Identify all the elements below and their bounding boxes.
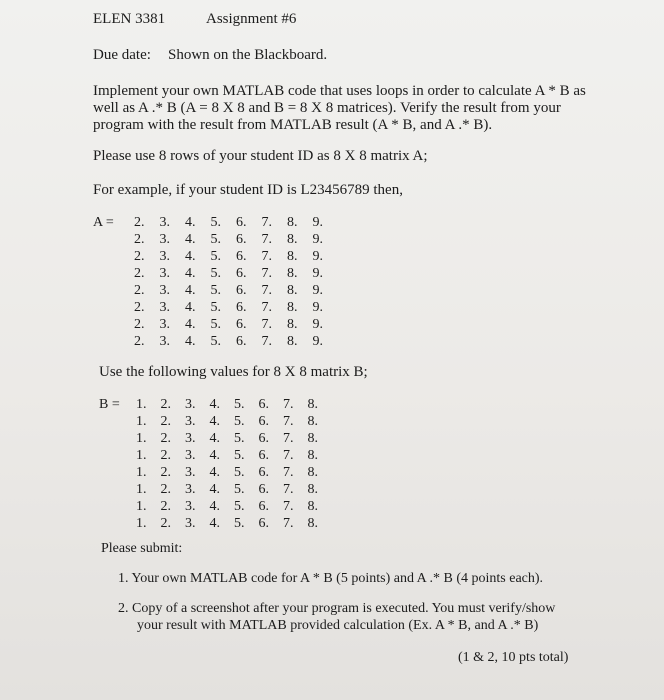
matrix-cell: 3.	[185, 448, 196, 463]
matrix-cell: 9.	[312, 232, 323, 247]
matrix-cell: 6.	[258, 499, 269, 514]
matrix-b	[136, 397, 326, 533]
due-date-value: Shown on the Blackboard.	[168, 47, 328, 63]
matrix-cell: 7.	[261, 266, 272, 281]
matrix-cell: 2.	[134, 300, 145, 315]
matrix-cell: 6.	[236, 283, 247, 298]
matrix-cell: 4.	[185, 215, 196, 230]
matrix-a	[134, 215, 334, 351]
matrix-cell: 3.	[185, 465, 196, 480]
matrix-cell: 8.	[287, 334, 298, 349]
matrix-cell: 3.	[185, 414, 196, 429]
matrix-cell: 8.	[307, 431, 318, 446]
matrix-cell: 1.	[136, 482, 147, 497]
matrix-cell: 5.	[210, 317, 221, 332]
matrix-cell: 2.	[160, 431, 171, 446]
matrix-cell: 2.	[134, 266, 145, 281]
matrix-cell: 7.	[283, 414, 294, 429]
matrix-cell: 3.	[159, 266, 170, 281]
matrix-cell: 7.	[283, 448, 294, 463]
matrix-cell: 1.	[136, 499, 147, 514]
matrix-cell: 3.	[159, 317, 170, 332]
matrix-cell: 5.	[210, 215, 221, 230]
matrix-b-note: Use the following values for 8 X 8 matrix B;	[99, 364, 368, 380]
matrix-cell: 8.	[307, 499, 318, 514]
intro-line-2: well as A .* B (A = 8 X 8 and B = 8 X 8 matrices). Verify the result from your	[93, 100, 561, 116]
matrix-cell: 4.	[209, 465, 220, 480]
matrix-cell: 4.	[209, 431, 220, 446]
matrix-cell: 4.	[209, 414, 220, 429]
matrix-cell: 4.	[185, 249, 196, 264]
matrix-cell: 6.	[258, 397, 269, 412]
intro-line-3: program with the result from MATLAB result (A * B, and A .* B).	[93, 117, 493, 133]
matrix-cell: 2.	[160, 499, 171, 514]
matrix-cell: 3.	[185, 516, 196, 531]
matrix-cell: 7.	[261, 317, 272, 332]
matrix-cell: 8.	[307, 482, 318, 497]
matrix-cell: 3.	[159, 300, 170, 315]
matrix-cell: 8.	[307, 414, 318, 429]
matrix-cell: 6.	[236, 266, 247, 281]
matrix-cell: 6.	[236, 300, 247, 315]
matrix-cell: 5.	[234, 465, 245, 480]
student-id-note: Please use 8 rows of your student ID as 8 X 8 matrix A;	[93, 148, 428, 164]
matrix-cell: 5.	[234, 482, 245, 497]
matrix-cell: 2.	[134, 334, 145, 349]
matrix-cell: 7.	[283, 482, 294, 497]
matrix-cell: 8.	[287, 300, 298, 315]
matrix-cell: 9.	[312, 215, 323, 230]
matrix-cell: 6.	[236, 317, 247, 332]
matrix-cell: 2.	[160, 414, 171, 429]
matrix-cell: 8.	[287, 283, 298, 298]
matrix-cell: 8.	[307, 516, 318, 531]
matrix-cell: 1.	[136, 397, 147, 412]
matrix-cell: 7.	[261, 249, 272, 264]
matrix-cell: 4.	[185, 266, 196, 281]
matrix-cell: 7.	[261, 334, 272, 349]
matrix-cell: 4.	[185, 232, 196, 247]
matrix-cell: 1.	[136, 465, 147, 480]
matrix-cell: 9.	[312, 283, 323, 298]
matrix-cell: 7.	[261, 215, 272, 230]
matrix-cell: 6.	[258, 482, 269, 497]
matrix-cell: 3.	[159, 232, 170, 247]
matrix-cell: 5.	[234, 431, 245, 446]
matrix-cell: 7.	[283, 516, 294, 531]
matrix-cell: 8.	[287, 317, 298, 332]
matrix-cell: 5.	[210, 249, 221, 264]
assignment-title: Assignment #6	[206, 11, 297, 27]
matrix-cell: 9.	[312, 266, 323, 281]
matrix-cell: 4.	[185, 283, 196, 298]
matrix-cell: 1.	[136, 431, 147, 446]
matrix-cell: 7.	[283, 397, 294, 412]
matrix-cell: 8.	[287, 266, 298, 281]
matrix-cell: 8.	[287, 232, 298, 247]
matrix-cell: 9.	[312, 317, 323, 332]
matrix-cell: 9.	[312, 249, 323, 264]
matrix-cell: 4.	[209, 482, 220, 497]
matrix-cell: 3.	[159, 334, 170, 349]
submit-label: Please submit:	[101, 541, 183, 556]
matrix-cell: 6.	[258, 465, 269, 480]
matrix-cell: 8.	[287, 215, 298, 230]
matrix-cell: 4.	[185, 300, 196, 315]
due-date-label: Due date:	[93, 47, 151, 63]
matrix-cell: 2.	[134, 215, 145, 230]
matrix-cell: 4.	[185, 317, 196, 332]
matrix-cell: 2.	[134, 249, 145, 264]
matrix-cell: 2.	[134, 232, 145, 247]
submit-item-2-line-1: 2. Copy of a screenshot after your program is executed. You must verify/show	[118, 601, 556, 616]
matrix-b-label: B =	[99, 397, 120, 412]
matrix-cell: 2.	[160, 448, 171, 463]
matrix-cell: 6.	[236, 249, 247, 264]
matrix-cell: 6.	[258, 431, 269, 446]
matrix-cell: 7.	[261, 283, 272, 298]
matrix-cell: 5.	[234, 448, 245, 463]
matrix-cell: 7.	[283, 431, 294, 446]
matrix-cell: 8.	[307, 465, 318, 480]
matrix-cell: 3.	[185, 431, 196, 446]
matrix-cell: 5.	[210, 300, 221, 315]
matrix-cell: 9.	[312, 334, 323, 349]
course-code: ELEN 3381	[93, 11, 166, 27]
matrix-cell: 6.	[236, 232, 247, 247]
matrix-cell: 4.	[209, 397, 220, 412]
matrix-cell: 2.	[160, 397, 171, 412]
intro-line-1: Implement your own MATLAB code that uses loops in order to calculate A * B as	[93, 83, 586, 99]
matrix-cell: 3.	[185, 499, 196, 514]
matrix-cell: 1.	[136, 516, 147, 531]
total-points: (1 & 2, 10 pts total)	[458, 650, 569, 665]
matrix-cell: 6.	[258, 516, 269, 531]
matrix-cell: 7.	[283, 465, 294, 480]
matrix-cell: 5.	[234, 414, 245, 429]
matrix-cell: 4.	[209, 499, 220, 514]
matrix-cell: 5.	[210, 334, 221, 349]
matrix-cell: 7.	[283, 499, 294, 514]
matrix-cell: 6.	[258, 414, 269, 429]
matrix-cell: 2.	[160, 516, 171, 531]
matrix-cell: 8.	[287, 249, 298, 264]
matrix-cell: 4.	[209, 448, 220, 463]
matrix-cell: 4.	[185, 334, 196, 349]
matrix-cell: 4.	[209, 516, 220, 531]
matrix-cell: 5.	[210, 283, 221, 298]
matrix-a-label: A =	[93, 215, 114, 230]
matrix-cell: 3.	[185, 397, 196, 412]
matrix-cell: 5.	[210, 266, 221, 281]
matrix-cell: 2.	[134, 317, 145, 332]
matrix-cell: 2.	[160, 465, 171, 480]
submit-item-2-line-2: your result with MATLAB provided calculation (Ex. A * B, and A .* B)	[137, 618, 539, 633]
matrix-cell: 2.	[160, 482, 171, 497]
matrix-cell: 9.	[312, 300, 323, 315]
matrix-cell: 3.	[159, 283, 170, 298]
matrix-cell: 8.	[307, 397, 318, 412]
matrix-cell: 5.	[234, 397, 245, 412]
matrix-cell: 3.	[159, 215, 170, 230]
submit-item-1: 1. Your own MATLAB code for A * B (5 points) and A .* B (4 points each).	[118, 571, 544, 586]
matrix-cell: 5.	[234, 499, 245, 514]
matrix-cell: 3.	[185, 482, 196, 497]
matrix-cell: 5.	[210, 232, 221, 247]
matrix-cell: 8.	[307, 448, 318, 463]
matrix-cell: 3.	[159, 249, 170, 264]
matrix-cell: 2.	[134, 283, 145, 298]
matrix-cell: 6.	[236, 215, 247, 230]
matrix-cell: 5.	[234, 516, 245, 531]
example-note: For example, if your student ID is L23456789 then,	[93, 182, 403, 198]
matrix-cell: 6.	[258, 448, 269, 463]
matrix-cell: 1.	[136, 448, 147, 463]
matrix-cell: 7.	[261, 300, 272, 315]
matrix-cell: 1.	[136, 414, 147, 429]
matrix-cell: 7.	[261, 232, 272, 247]
matrix-cell: 6.	[236, 334, 247, 349]
